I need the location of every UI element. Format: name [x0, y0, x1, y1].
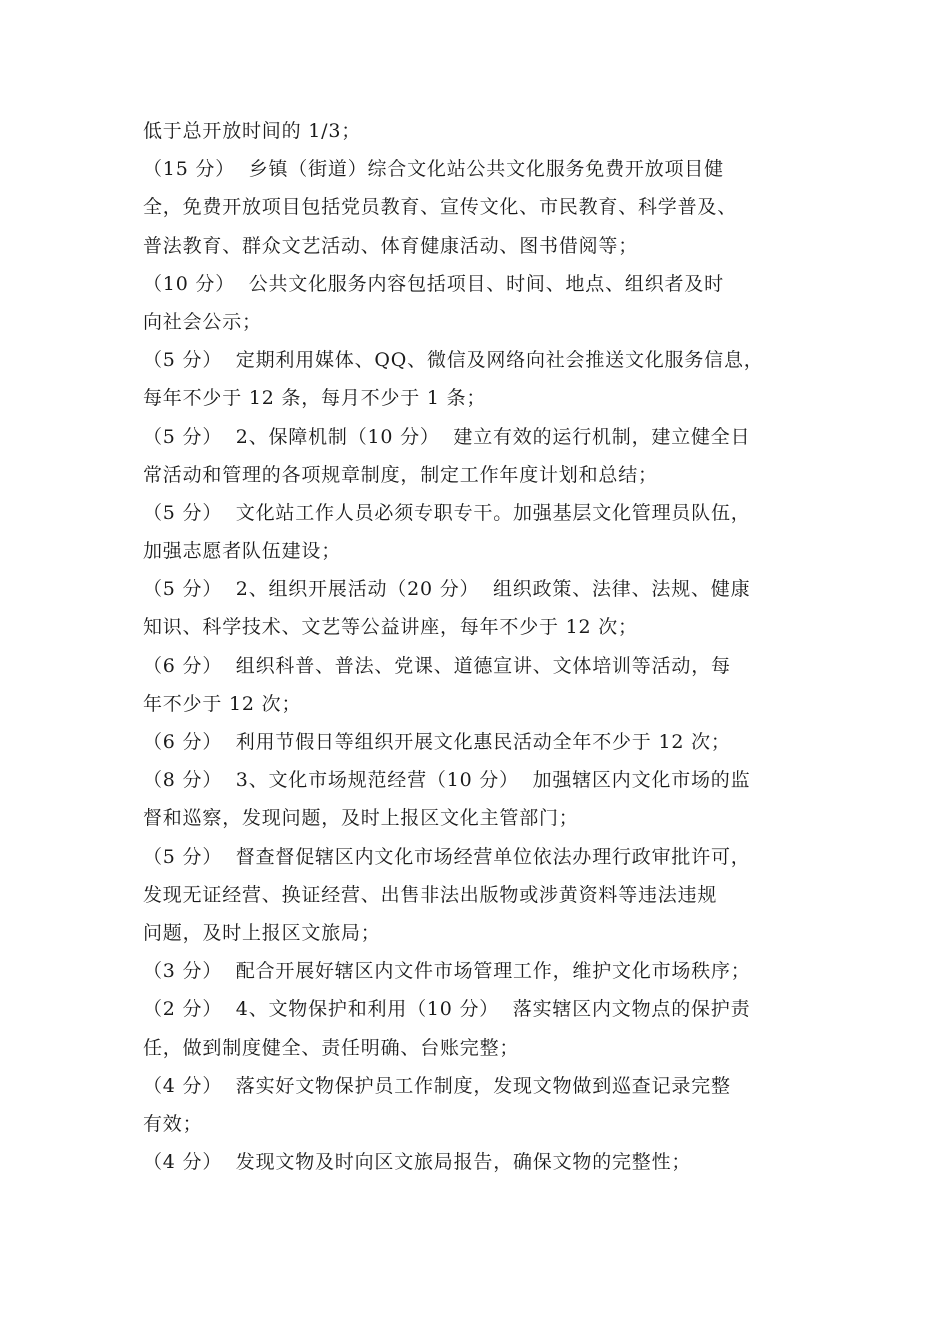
text-line: 任，做到制度健全、责任明确、台账完整；: [143, 1036, 520, 1059]
text-line: 督和巡察，发现问题，及时上报区文化主管部门；: [143, 807, 579, 830]
text-line: 低于总开放时间的 1/3；: [143, 120, 362, 142]
text-line: （3 分） 配合开展好辖区内文件市场管理工作，维护文化市场秩序；: [143, 960, 751, 983]
text-line: （4 分） 落实好文物保护员工作制度，发现文物做到巡查记录完整: [143, 1074, 731, 1097]
text-line: （5 分） 2、保障机制（10 分） 建立有效的运行机制，建立健全日: [143, 425, 751, 448]
text-line: （6 分） 利用节假日等组织开展文化惠民活动全年不少于 12 次；: [143, 731, 731, 753]
text-line: （5 分） 定期利用媒体、QQ、微信及网络向社会推送文化服务信息，: [143, 349, 764, 372]
text-line: 向社会公示；: [143, 310, 262, 333]
document-body: [143, 112, 813, 1181]
text-line: 常活动和管理的各项规章制度，制定工作年度计划和总结；: [143, 463, 658, 486]
text-line: 每年不少于 12 条，每月不少于 1 条；: [143, 387, 487, 410]
text-line: （4 分） 发现文物及时向区文旅局报告，确保文物的完整性；: [143, 1151, 692, 1174]
text-line: 问题，及时上报区文旅局；: [143, 921, 381, 944]
text-line: 发现无证经营、换证经营、出售非法出版物或涉黄资料等违法违规: [143, 883, 718, 906]
text-line: （2 分） 4、文物保护和利用（10 分） 落实辖区内文物点的保护责: [143, 998, 751, 1021]
text-line: 年不少于 12 次；: [143, 692, 302, 715]
text-line: 知识、科学技术、文艺等公益讲座，每年不少于 12 次；: [143, 616, 638, 639]
text-line: （5 分） 文化站工作人员必须专职专干。加强基层文化管理员队伍，: [143, 501, 751, 524]
text-line: （6 分） 组织科普、普法、党课、道德宣讲、文体培训等活动，每: [143, 654, 731, 677]
text-line: 有效；: [143, 1112, 203, 1135]
text-line: （5 分） 2、组织开展活动（20 分） 组织政策、法律、法规、健康: [143, 578, 751, 601]
text-line: （5 分） 督查督促辖区内文化市场经营单位依法办理行政审批许可，: [143, 845, 751, 868]
text-line: （10 分） 公共文化服务内容包括项目、时间、地点、组织者及时: [143, 272, 724, 295]
text-line: 普法教育、群众文艺活动、体育健康活动、图书借阅等；: [143, 234, 639, 257]
text-line: （8 分） 3、文化市场规范经营（10 分） 加强辖区内文化市场的监: [143, 769, 751, 792]
text-line: 加强志愿者队伍建设；: [143, 540, 342, 563]
text-line: （15 分） 乡镇（街道）综合文化站公共文化服务免费开放项目健: [143, 158, 724, 181]
text-line: 全，免费开放项目包括党员教育、宣传文化、市民教育、科学普及、: [143, 196, 738, 219]
